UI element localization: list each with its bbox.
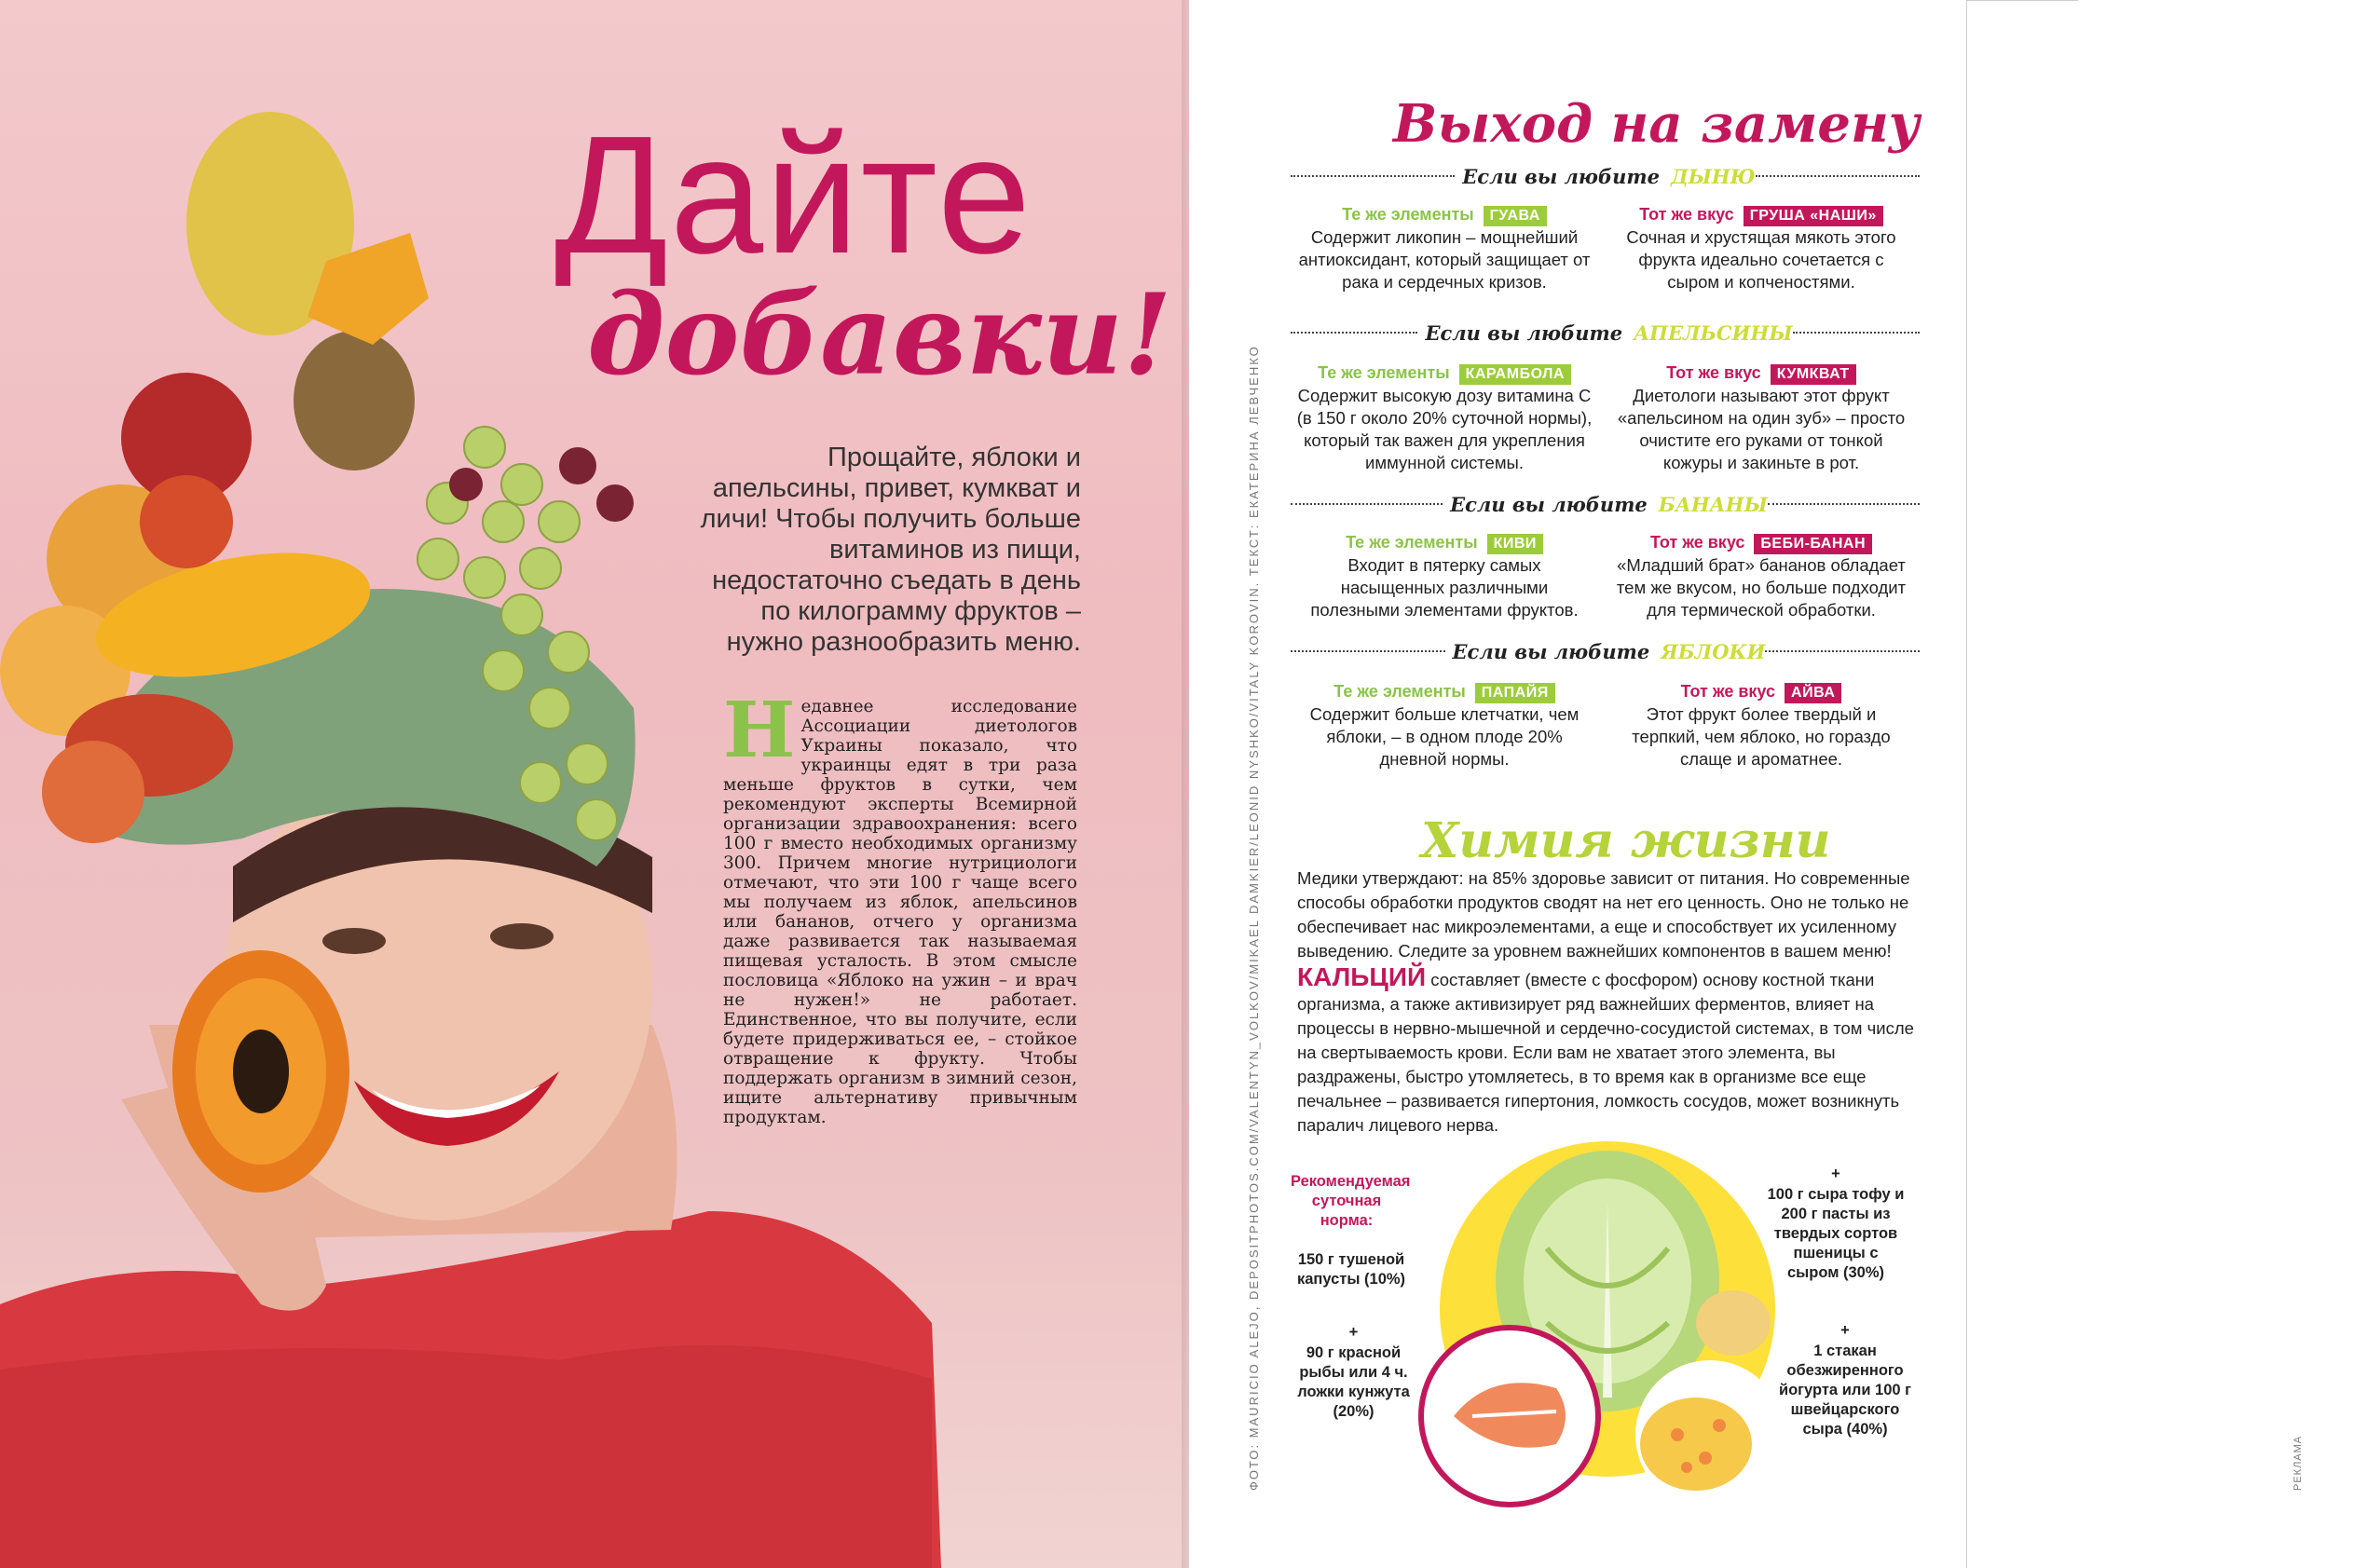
- headline-word-1: Дайте: [554, 102, 1033, 289]
- section-header-melon: Если вы любите ДЫНЮ: [1291, 164, 1920, 188]
- chemistry-intro: Медики утверждают: на 85% здоровье зависит от питания. Но современные способы обработки продуктов сводят на нет его ценность. Оно не только не обеспечивает нас микроэлементами, а еще и способствует их усиленному выведению. Следите за уровнем важнейших компонентов в вашем меню!: [1297, 868, 1910, 961]
- article-text: едавнее исследование Ассоциации диетологов Украины показало, что украинцы едят в три раза меньше фруктов в сутки, чем рекомендуют эксперты Всемирной организации здравоохранения: всего 100 г вместо необходимых организму 300. Причем многие нутрициологи отмечают, что эти 100 г чаще всего мы получаем из яблок, апельсинов или бананов, отчего у организма даже развивается так называемая пищевая усталость. В этом смысле пословица «Яблоко на ужин – и врач не нужен!» не работает. Единственное, что вы получите, если будете придерживаться ее, – стойкое отвращение к фрукту. Чтобы поддержать организм в зимний сезон, ищите альтернативу привычным продуктам.: [723, 697, 1077, 1127]
- norm-tofu: 100 г сыра тофу и 200 г пасты из твердых сортов пшеницы с сыром (30%): [1767, 1186, 1905, 1281]
- sub-card-apples-elements: Те же элементы ПАПАЙЯ Содержит больше клетчатки, чем яблоки, – в одном плоде 20% дневной нормы.: [1309, 682, 1580, 769]
- drop-cap: Н: [723, 686, 796, 775]
- article-body: [723, 686, 1077, 1127]
- section-header-bananas: Если вы любите БАНАНЫ: [1291, 492, 1920, 516]
- headline-word-2: добавки!: [587, 269, 1172, 401]
- page-edge-line: [1966, 0, 1967, 1568]
- photo-credit: ФОТО: MAURICIO ALEJO, DEPOSITPHOTOS.COM/VALENTYN_VOLKOV/MIKAEL DAMKIER/LEONID NYSHKO/VITALY KOROVIN. ТЕКСТ: ЕКАТЕРИНА ЛЕВЧЕНКО: [1247, 345, 1261, 1491]
- sub-card-bananas-taste: Тот же вкус БЕБИ-БАНАН «Младший брат» бананов обладает тем же вкусом, но больше подходит для термической обработки.: [1616, 533, 1907, 620]
- ad-mark: РЕКЛАМА: [2292, 1435, 2304, 1491]
- norm-fish-plus: +: [1348, 1324, 1359, 1341]
- norm-title: Рекомендуемая суточная норма:: [1291, 1173, 1411, 1229]
- section-header-apples: Если вы любите ЯБЛОКИ: [1291, 639, 1920, 663]
- calcium-foods-illustration: [1416, 1137, 1808, 1509]
- norm-cabbage: 150 г тушеной капусты (10%): [1296, 1251, 1406, 1288]
- chemistry-section-title: Химия жизни: [1421, 812, 1831, 869]
- lead-paragraph: Прощайте, яблоки и апельсины, привет, кумкват и личи! Чтобы получить больше витаминов из пищи, недостаточно съедать в день по килограмму фруктов – нужно разнообразить меню.: [700, 443, 1081, 657]
- calcium-keyword: КАЛЬЦИЙ: [1297, 962, 1427, 991]
- sub-card-melon-elements: Те же элементы ГУАВА Содержит ликопин – мощнейший антиоксидант, который защищает от рака и сердечных кризов.: [1298, 205, 1591, 292]
- norm-fish: 90 г красной рыбы или 4 ч. ложки кунжута (20%): [1297, 1344, 1410, 1420]
- norm-yogurt: 1 стакан обезжиренного йогурта или 100 г швейцарского сыра (40%): [1778, 1343, 1912, 1438]
- sub-card-melon-taste: Тот же вкус ГРУША «НАШИ» Сочная и хрустящая мякоть этого фрукта идеально сочетается с сыром и копченостями.: [1626, 205, 1896, 292]
- section-header-oranges: Если вы любите АПЕЛЬСИНЫ: [1291, 320, 1920, 345]
- calcium-paragraph: КАЛЬЦИЙ составляет (вместе с фосфором) основу костной ткани организма, а также активизирует ряд важнейших ферментов, влияет на процессы в нервно-мышечной и сердечно-сосудистой системах, в том числе на свертываемость крови. Если вам не хватает этого элемента, вы раздражены, быстро утомляетесь, в то время как в организме все еще печальнее – развивается гипертония, ломкость сосудов, может возникнуть паралич лицевого нерва.: [1297, 962, 1914, 1135]
- replace-section-title: Выход на замену: [1393, 93, 1921, 155]
- page-edge-line-top: [1966, 0, 2078, 1]
- sub-card-oranges-elements: Те же элементы КАРАМБОЛА Содержит высокую дозу витамина C (в 150 г около 20% суточной нормы), который так важен для укрепления иммунной системы.: [1296, 363, 1593, 472]
- sub-card-oranges-taste: Тот же вкус КУМКВАТ Диетологи называют этот фрукт «апельсином на один зуб» – просто очистите его руками от тонкой кожуры и закиньте в рот.: [1617, 363, 1906, 472]
- sub-card-apples-taste: Тот же вкус АЙВА Этот фрукт более твердый и терпкий, чем яблоко, но гораздо слаще и ароматнее.: [1632, 682, 1891, 769]
- norm-yogurt-plus: +: [1840, 1322, 1850, 1339]
- norm-tofu-plus: +: [1831, 1166, 1840, 1182]
- sub-card-bananas-elements: Те же элементы КИВИ Входит в пятерку самых насыщенных различными полезными элементами фруктов.: [1310, 533, 1579, 620]
